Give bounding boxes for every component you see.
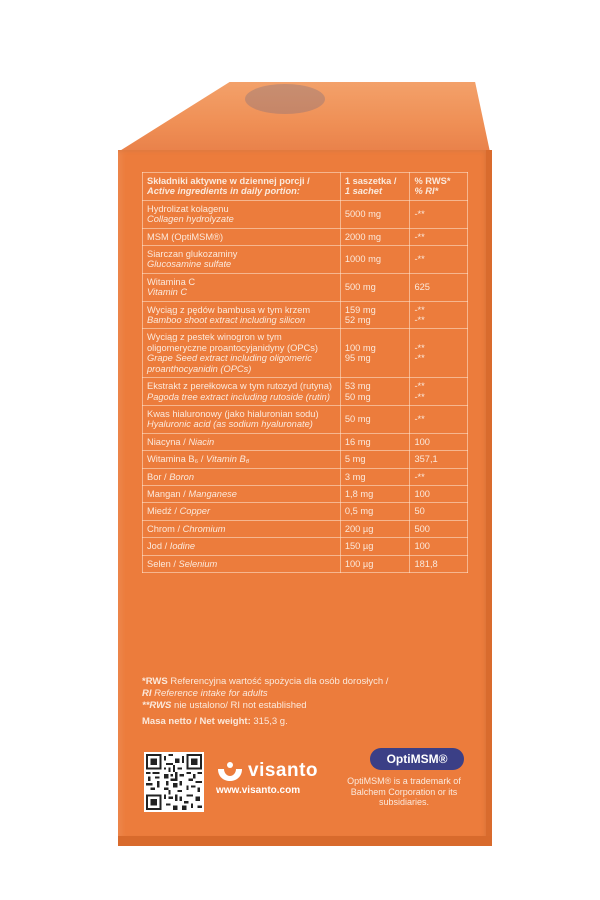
table-header-row bbox=[143, 173, 468, 201]
ingredient-amount: 5 mg bbox=[340, 451, 410, 468]
table-row bbox=[143, 433, 468, 450]
header-amount: 1 saszetka / 1 sachet bbox=[340, 173, 410, 201]
table-row bbox=[143, 246, 468, 274]
ingredient-amount: 150 µg bbox=[340, 538, 410, 555]
footnote-rws: *RWS Referencyjna wartość spożycia dla osób dorosłych / bbox=[142, 676, 389, 687]
ingredient-amount: 2000 mg bbox=[340, 228, 410, 245]
ingredient-amount: 1,8 mg bbox=[340, 485, 410, 502]
ingredient-amount: 159 mg 52 mg bbox=[340, 301, 410, 329]
net-weight: Masa netto / Net weight: 315,3 g. bbox=[142, 716, 288, 727]
ingredient-name: MSM (OptiMSM®) bbox=[143, 228, 341, 245]
footnote-ri: RI Reference intake for adults bbox=[142, 688, 268, 699]
ingredient-rws: -** bbox=[410, 200, 468, 228]
ingredient-name: Chrom / Chromium bbox=[143, 520, 341, 537]
ingredient-name: Niacyna / Niacin bbox=[143, 433, 341, 450]
ingredient-name: Kwas hialuronowy (jako hialuronian sodu) Hyaluronic acid (as sodium hyaluronate) bbox=[143, 405, 341, 433]
table-row bbox=[143, 468, 468, 485]
ingredient-amount: 0,5 mg bbox=[340, 503, 410, 520]
ingredient-amount: 200 µg bbox=[340, 520, 410, 537]
ingredient-rws: -** -** bbox=[410, 329, 468, 378]
table-row bbox=[143, 503, 468, 520]
ingredient-rws: 500 bbox=[410, 520, 468, 537]
ingredient-rws: 181,8 bbox=[410, 555, 468, 572]
ingredient-amount: 100 µg bbox=[340, 555, 410, 572]
table-row bbox=[143, 405, 468, 433]
ingredient-name: Hydrolizat kolagenu Collagen hydrolyzate bbox=[143, 200, 341, 228]
qr-code-icon bbox=[146, 754, 202, 810]
ingredient-amount: 50 mg bbox=[340, 405, 410, 433]
ingredient-name: Mangan / Manganese bbox=[143, 485, 341, 502]
footnotes bbox=[142, 676, 472, 712]
table-row bbox=[143, 451, 468, 468]
ingredient-rws: -** -** bbox=[410, 378, 468, 406]
table-row bbox=[143, 520, 468, 537]
header-ingredients: Składniki aktywne w dziennej porcji / Active ingredients in daily portion: bbox=[143, 173, 341, 201]
brand-url: www.visanto.com bbox=[216, 785, 301, 796]
table-row bbox=[143, 301, 468, 329]
ingredient-amount: 100 mg 95 mg bbox=[340, 329, 410, 378]
ingredient-name: Witamina C Vitamin C bbox=[143, 273, 341, 301]
ingredient-name: Bor / Boron bbox=[143, 468, 341, 485]
table-row bbox=[143, 378, 468, 406]
ingredient-amount: 53 mg 50 mg bbox=[340, 378, 410, 406]
ingredient-rws: -** bbox=[410, 228, 468, 245]
ingredient-amount: 5000 mg bbox=[340, 200, 410, 228]
qr-code bbox=[144, 752, 204, 812]
table-row bbox=[143, 329, 468, 378]
optimsm-badge: OptiMSM® bbox=[370, 748, 464, 770]
table-row bbox=[143, 538, 468, 555]
ingredient-rws: 625 bbox=[410, 273, 468, 301]
ingredient-amount: 16 mg bbox=[340, 433, 410, 450]
ingredient-name: Wyciąg z pestek winogron w tym oligomeryczne proantocyjanidyny (OPCs) Grape Seed extract including oligomeric proanthocyanidin (OPCs) bbox=[143, 329, 341, 378]
optimsm-trademark-note: OptiMSM® is a trademark of Balchem Corporation or its subsidiaries. bbox=[347, 776, 461, 807]
box-edge bbox=[486, 150, 492, 840]
ingredient-amount: 1000 mg bbox=[340, 246, 410, 274]
ingredient-name: Wyciąg z pędów bambusa w tym krzem Bamboo shoot extract including silicon bbox=[143, 301, 341, 329]
footnote-not-established: **RWS nie ustalono/ RI not established bbox=[142, 700, 307, 711]
ingredient-amount: 3 mg bbox=[340, 468, 410, 485]
ingredient-name: Jod / Iodine bbox=[143, 538, 341, 555]
ingredient-rws: 50 bbox=[410, 503, 468, 520]
ingredient-name: Ekstrakt z perełkowca w tym rutozyd (rutyna) Pagoda tree extract including rutoside (rutin) bbox=[143, 378, 341, 406]
ingredient-name: Selen / Selenium bbox=[143, 555, 341, 572]
ingredient-rws: 100 bbox=[410, 485, 468, 502]
table-body bbox=[143, 200, 468, 572]
table-row bbox=[143, 200, 468, 228]
box-top-logo bbox=[245, 84, 325, 114]
ingredient-rws: -** bbox=[410, 468, 468, 485]
nutrition-table bbox=[142, 172, 468, 573]
ingredient-rws: -** bbox=[410, 246, 468, 274]
ingredient-rws: 100 bbox=[410, 538, 468, 555]
ingredient-name: Witamina B₆ / Vitamin B₆ bbox=[143, 451, 341, 468]
header-rws: % RWS* % RI* bbox=[410, 173, 468, 201]
ingredient-rws: 100 bbox=[410, 433, 468, 450]
brand-name: visanto bbox=[248, 760, 319, 781]
ingredient-amount: 500 mg bbox=[340, 273, 410, 301]
table-row bbox=[143, 485, 468, 502]
box-bottom bbox=[118, 836, 492, 846]
visanto-logo-icon bbox=[216, 761, 244, 783]
ingredient-name: Miedź / Copper bbox=[143, 503, 341, 520]
ingredient-rws: -** bbox=[410, 405, 468, 433]
table-row bbox=[143, 273, 468, 301]
ingredient-name: Siarczan glukozaminy Glucosamine sulfate bbox=[143, 246, 341, 274]
table-row bbox=[143, 555, 468, 572]
table-row bbox=[143, 228, 468, 245]
ingredient-rws: 357,1 bbox=[410, 451, 468, 468]
ingredient-rws: -** -** bbox=[410, 301, 468, 329]
